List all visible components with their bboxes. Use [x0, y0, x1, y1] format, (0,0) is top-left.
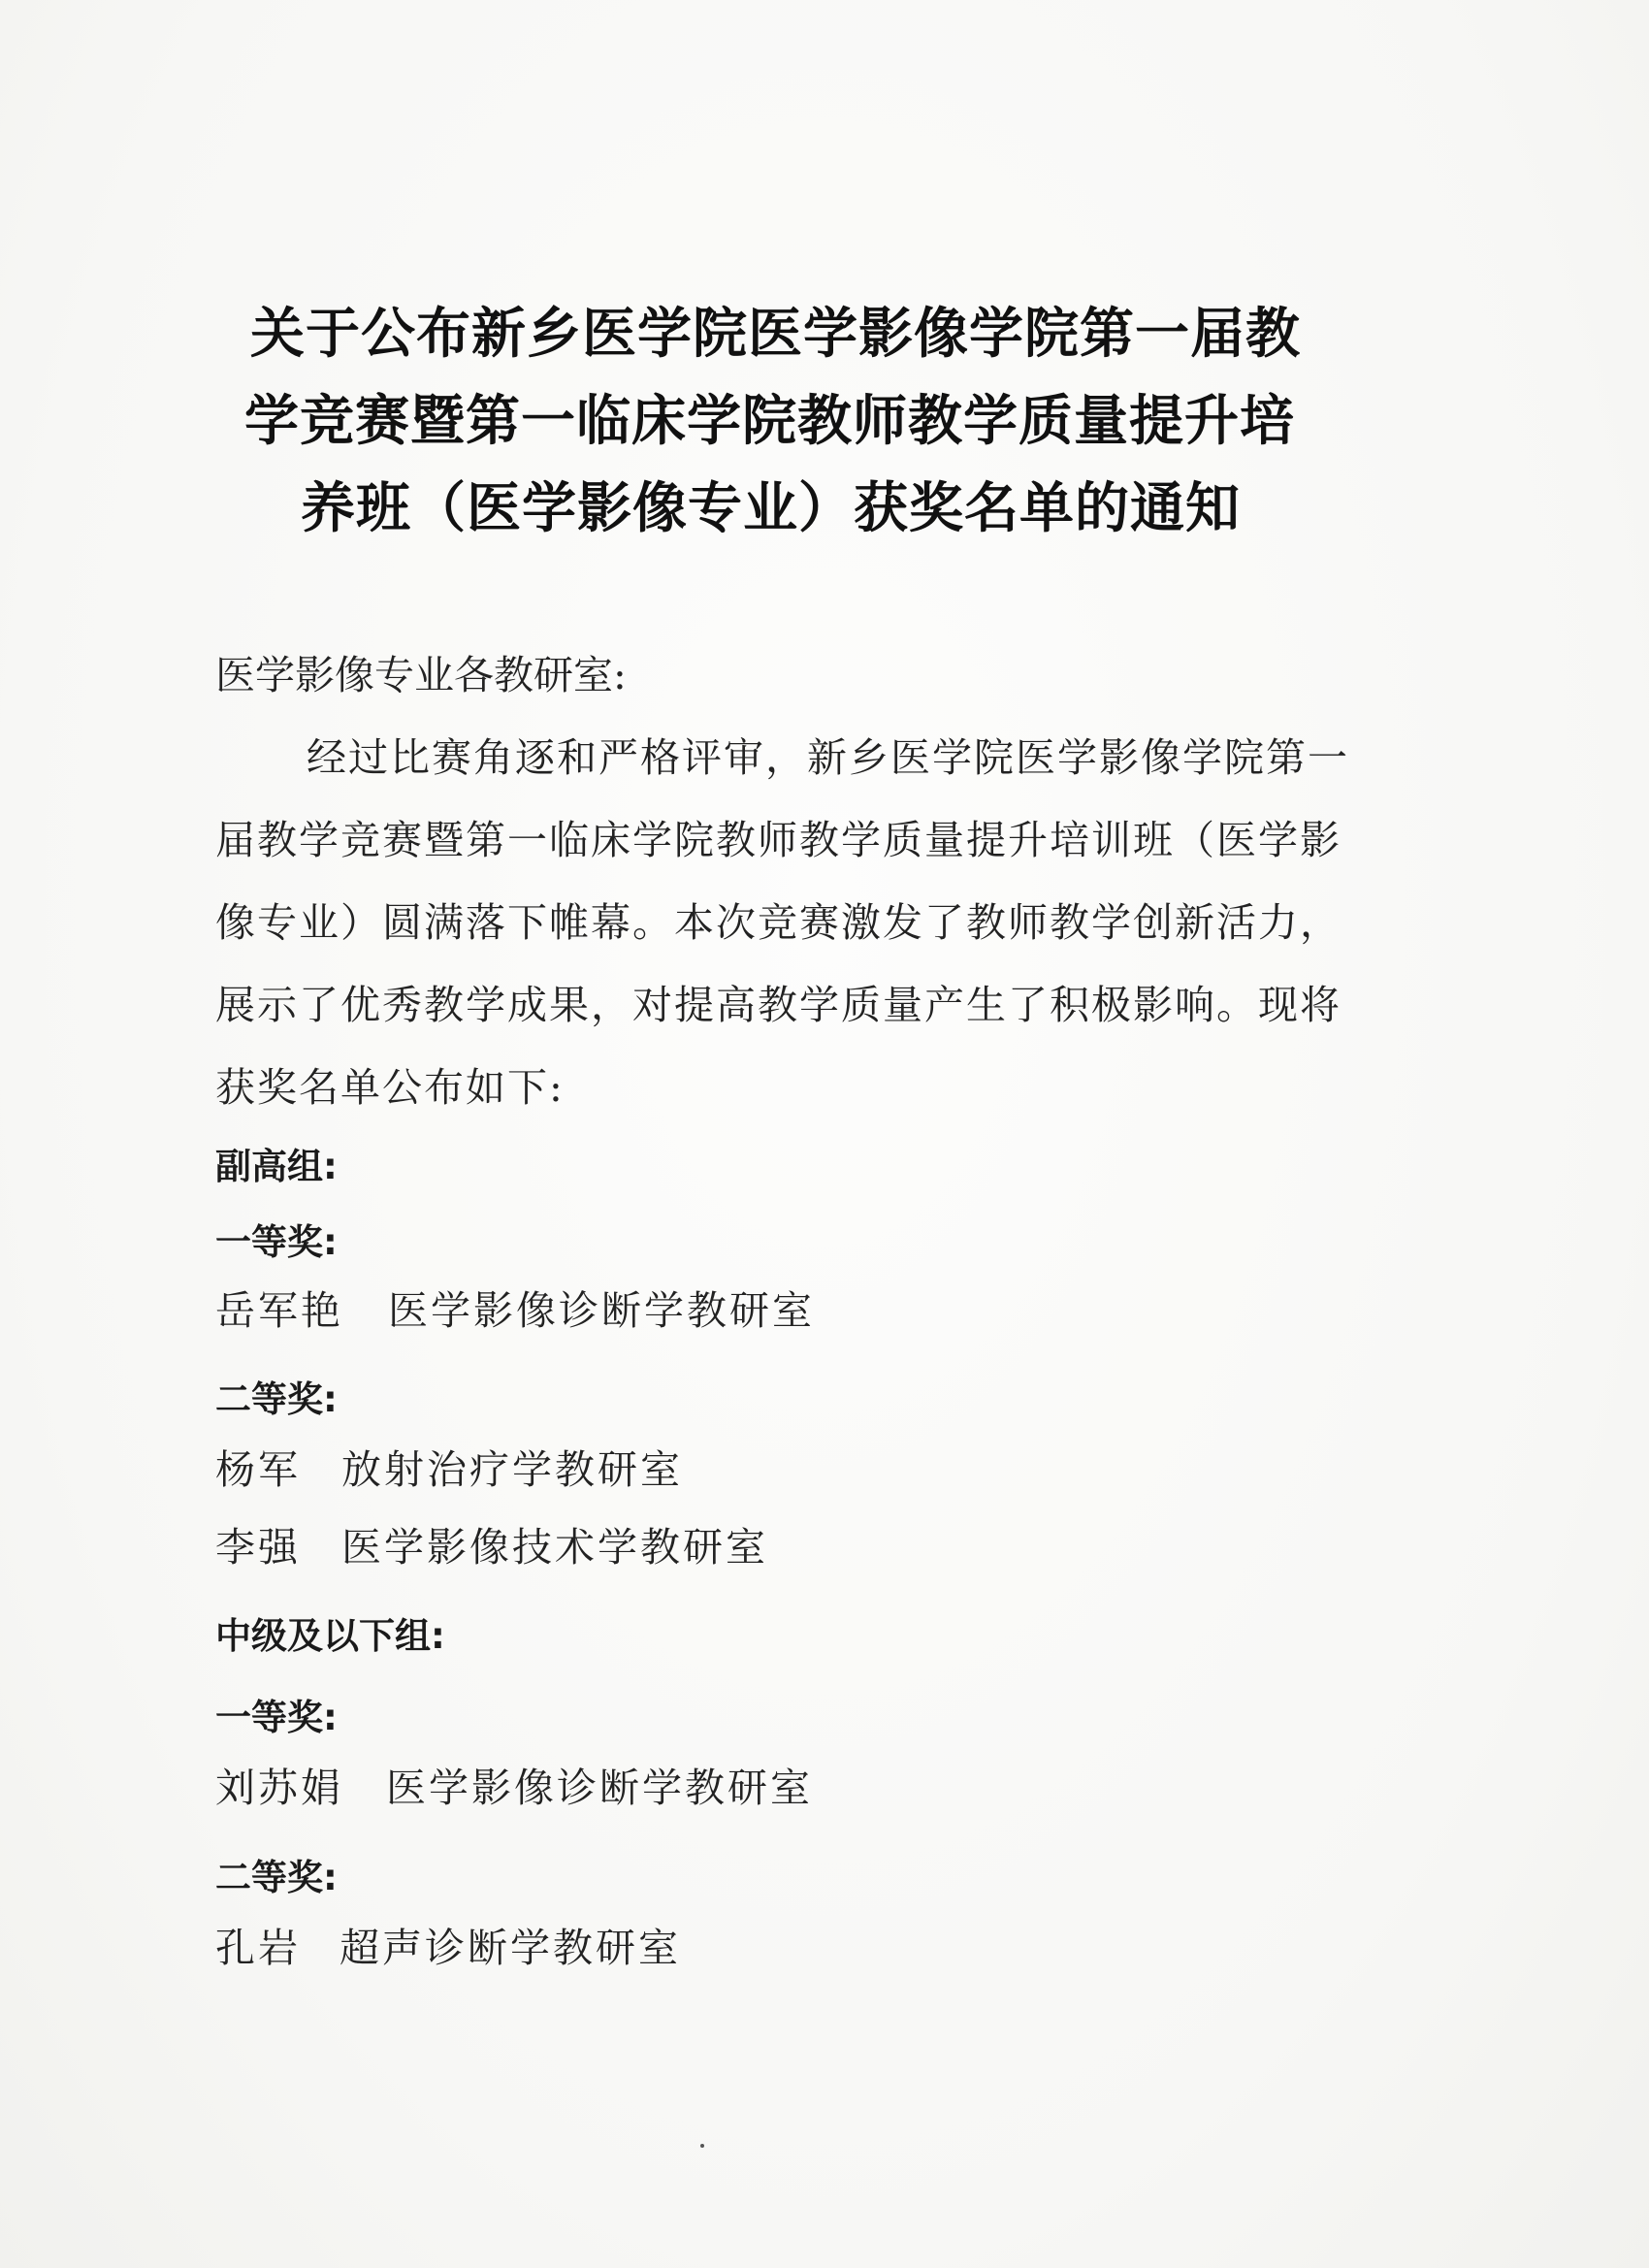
salutation: 医学影像专业各教研室:	[215, 652, 627, 698]
paragraph-line: 获奖名单公布如下:	[215, 1064, 565, 1111]
paragraph-line: 展示了优秀教学成果，对提高教学质量产生了积极影响。现将	[215, 982, 1342, 1028]
winner-department: 放射治疗学教研室	[341, 1446, 683, 1493]
winner-department: 医学影像诊断学教研室	[388, 1287, 815, 1334]
scan-speck	[700, 2144, 704, 2148]
prize-heading: 一等奖:	[215, 1221, 338, 1263]
paragraph-line: 像专业）圆满落下帷幕。本次竞赛激发了教师教学创新活力，	[215, 899, 1342, 946]
award-entry	[215, 1515, 768, 1572]
award-entry	[215, 1756, 813, 1813]
prize-heading: 一等奖:	[215, 1697, 338, 1738]
title-line: 学竞赛暨第一临床学院教师教学质量提升培	[244, 390, 1295, 453]
winner-department: 超声诊断学教研室	[340, 1925, 681, 1971]
winner-department: 医学影像诊断学教研室	[386, 1765, 813, 1811]
winner-name: 孔岩	[215, 1925, 301, 1971]
award-entry	[215, 1279, 815, 1336]
award-entry	[215, 1916, 681, 1973]
prize-heading: 二等奖:	[215, 1857, 338, 1898]
winner-name: 李强	[215, 1524, 301, 1571]
title-line: 关于公布新乡医学院医学影像学院第一届教	[250, 303, 1301, 366]
award-entry	[215, 1438, 683, 1495]
document-title	[223, 291, 1387, 553]
title-line: 养班（医学影像专业）获奖名单的通知	[301, 477, 1241, 540]
paragraph-line: 经过比赛角逐和严格评审，新乡医学院医学影像学院第一	[307, 734, 1349, 781]
winner-name: 刘苏娟	[215, 1765, 343, 1811]
winner-name: 杨军	[215, 1446, 301, 1493]
prize-heading: 二等奖:	[215, 1378, 338, 1420]
group-heading: 中级及以下组:	[215, 1615, 445, 1657]
winner-name: 岳军艳	[215, 1287, 343, 1334]
group-heading: 副高组:	[215, 1146, 338, 1187]
paragraph-line: 届教学竞赛暨第一临床学院教师教学质量提升培训班（医学影	[215, 817, 1342, 863]
winner-department: 医学影像技术学教研室	[341, 1524, 768, 1571]
